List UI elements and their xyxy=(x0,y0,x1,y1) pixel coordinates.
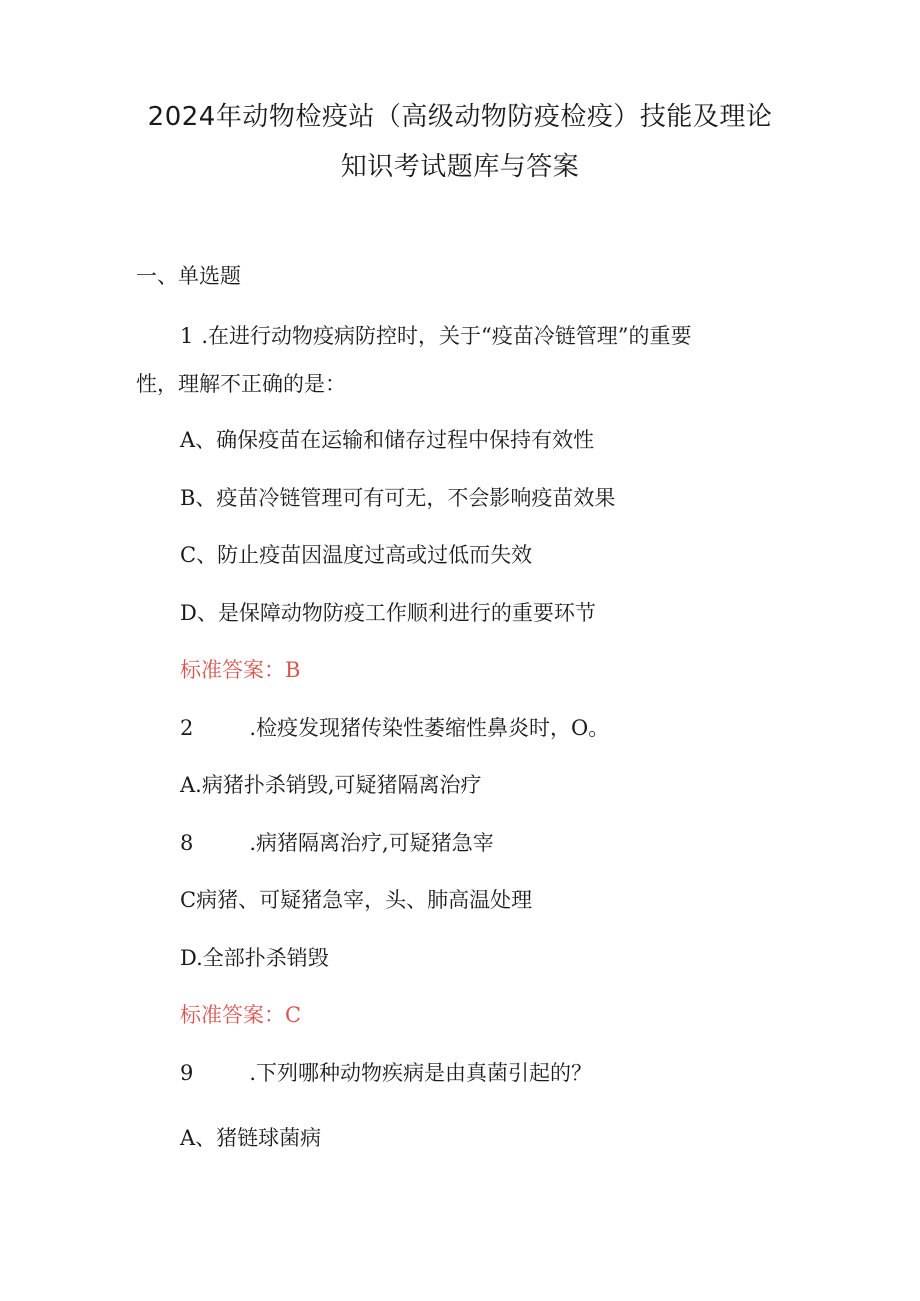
question-1-option-c: C、防止疫苗因温度过高或过低而失效 xyxy=(180,543,533,567)
question-2-number: 2 xyxy=(180,716,194,740)
question-1-option-d: D、是保障动物防疫工作顺利进行的重要环节 xyxy=(180,601,596,625)
question-9-option-a: A、猪链球菌病 xyxy=(180,1126,322,1150)
question-9-number: 9 xyxy=(180,1061,194,1085)
question-2 xyxy=(180,714,609,742)
question-1 xyxy=(180,322,692,350)
question-9 xyxy=(180,1059,592,1087)
question-1-option-b: B、疫苗冷链管理可有可无，不会影响疫苗效果 xyxy=(180,486,616,510)
section-heading: 一、单选题 xyxy=(136,264,241,288)
question-9-text: .下列哪种动物疾病是由真菌引起的？ xyxy=(249,1061,593,1085)
question-1-number: 1 xyxy=(180,324,194,348)
question-2-option-c: C病猪、可疑猪急宰，头、肺高温处理 xyxy=(180,888,533,912)
question-2-answer: 标准答案：C xyxy=(180,1003,302,1027)
document-title-line-2: 知识考试题库与答案 xyxy=(340,152,580,182)
document-title-line-1: 2024年动物检疫站（高级动物防疫检疫）技能及理论 xyxy=(147,102,773,132)
question-1-text-line-1: .在进行动物疫病防控时，关于“疫苗冷链管理”的重要 xyxy=(201,324,692,348)
question-2-option-a: A.病猪扑杀销毁,可疑猪隔离治疗 xyxy=(180,773,482,797)
question-2-text: .检疫发现猪传染性萎缩性鼻炎时，O。 xyxy=(249,716,610,740)
question-2-option-b-text: .病猪隔离治疗,可疑猪急宰 xyxy=(249,831,494,855)
question-2-option-d: D.全部扑杀销毁 xyxy=(180,946,329,970)
question-2-option-b xyxy=(180,829,494,857)
question-1-text-line-2: 性，理解不正确的是： xyxy=(136,372,346,396)
question-2-option-b-number: 8 xyxy=(180,831,194,855)
question-1-option-a: A、确保疫苗在运输和储存过程中保持有效性 xyxy=(180,428,595,452)
question-1-answer: 标准答案：B xyxy=(180,658,301,682)
